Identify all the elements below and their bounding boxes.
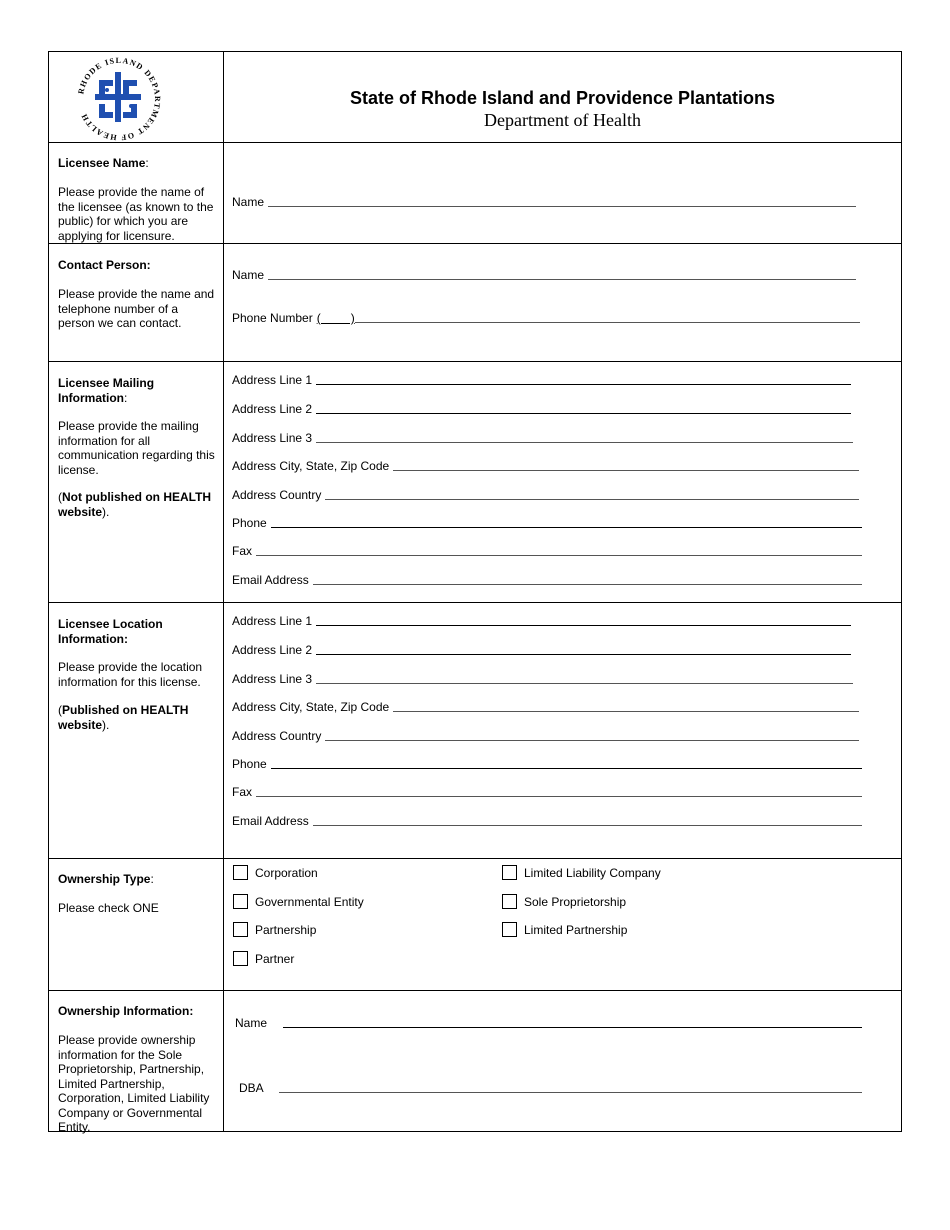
ownership-type-info <box>49 859 224 990</box>
checkbox-partner[interactable]: Partner <box>233 951 294 966</box>
checkbox-partnership[interactable]: Partnership <box>233 922 316 937</box>
logo-cell <box>49 52 224 142</box>
contact-person-heading: Contact Person: <box>58 258 151 272</box>
mailing-address-line-3-field[interactable]: Address Line 3 <box>232 431 853 445</box>
location-address-line-1-field[interactable]: Address Line 1 <box>232 614 851 628</box>
ownership-info-desc: Please provide ownership information for the Sole Proprietorship, Partnership, Limited Partnership, Corporation, Limited Liability Company or Governmental Entity. <box>58 1033 210 1134</box>
licensee-name-desc: Please provide the name of the licensee (as known to the public) for which you are applying for licensure. <box>58 185 214 243</box>
ownership-info-row <box>49 991 901 1132</box>
location-desc: Please provide the location information for this license. <box>58 660 203 689</box>
location-city-state-zip-field[interactable]: Address City, State, Zip Code <box>232 700 859 714</box>
checkbox-limited-partnership[interactable]: Limited Partnership <box>502 922 627 937</box>
location-note: (Published on HEALTH website). <box>58 703 189 732</box>
mailing-address-line-2-field[interactable]: Address Line 2 <box>232 402 851 416</box>
checkbox-governmental-entity[interactable]: Governmental Entity <box>233 894 364 909</box>
contact-name-field[interactable]: Name <box>232 268 856 282</box>
ri-health-seal-logo <box>75 56 163 142</box>
mailing-fax-field[interactable]: Fax <box>232 544 862 558</box>
location-info-row <box>49 603 901 859</box>
location-email-field[interactable]: Email Address <box>232 814 862 828</box>
mailing-note: (Not published on HEALTH website). <box>58 490 212 519</box>
ownership-info-heading: Ownership Information: <box>58 1004 194 1018</box>
mailing-info <box>49 362 224 602</box>
checkbox-llc[interactable]: Limited Liability Company <box>502 865 661 880</box>
licensee-name-row <box>49 143 901 244</box>
licensee-name-info <box>49 143 224 243</box>
location-fax-field[interactable]: Fax <box>232 785 862 799</box>
mailing-heading: Licensee Mailing Information: <box>58 376 155 405</box>
owner-dba-field[interactable]: DBA <box>239 1081 862 1095</box>
header-row <box>49 52 901 143</box>
page-title: State of Rhode Island and Providence Plantations <box>349 88 776 108</box>
location-info <box>49 603 224 858</box>
contact-person-desc: Please provide the name and telephone number of a person we can contact. <box>58 287 215 330</box>
mailing-address-line-1-field[interactable]: Address Line 1 <box>232 373 851 387</box>
ownership-type-desc: Please check ONE <box>58 901 159 915</box>
mailing-email-field[interactable]: Email Address <box>232 573 862 587</box>
logo-ring-text: RHODE ISLAND DEPARTMENT OF HEALTH <box>76 56 163 142</box>
location-phone-field[interactable]: Phone <box>232 757 862 771</box>
ownership-type-heading: Ownership Type: <box>58 872 154 886</box>
location-heading: Licensee Location Information: <box>58 617 163 646</box>
ownership-info <box>49 991 224 1132</box>
mailing-desc: Please provide the mailing information for all communication regarding this license. <box>58 419 215 477</box>
mailing-city-state-zip-field[interactable]: Address City, State, Zip Code <box>232 459 859 473</box>
contact-person-info <box>49 244 224 361</box>
ownership-type-row <box>49 859 901 991</box>
licensee-name-field[interactable]: Name <box>232 195 856 209</box>
license-form <box>48 51 902 1132</box>
mailing-country-field[interactable]: Address Country <box>232 488 859 502</box>
licensee-name-heading: Licensee Name: <box>58 156 149 170</box>
checkbox-sole-proprietorship[interactable]: Sole Proprietorship <box>502 894 626 909</box>
mailing-info-row <box>49 362 901 603</box>
location-address-line-3-field[interactable]: Address Line 3 <box>232 672 853 686</box>
contact-phone-field[interactable]: Phone Number ( ) <box>232 311 860 325</box>
page-subtitle: Department of Health <box>484 110 641 130</box>
location-address-line-2-field[interactable]: Address Line 2 <box>232 643 851 657</box>
contact-person-row <box>49 244 901 362</box>
owner-name-field[interactable]: Name <box>235 1016 862 1030</box>
mailing-phone-field[interactable]: Phone <box>232 516 862 530</box>
location-country-field[interactable]: Address Country <box>232 729 859 743</box>
title-cell <box>224 52 901 142</box>
checkbox-corporation[interactable]: Corporation <box>233 865 318 880</box>
